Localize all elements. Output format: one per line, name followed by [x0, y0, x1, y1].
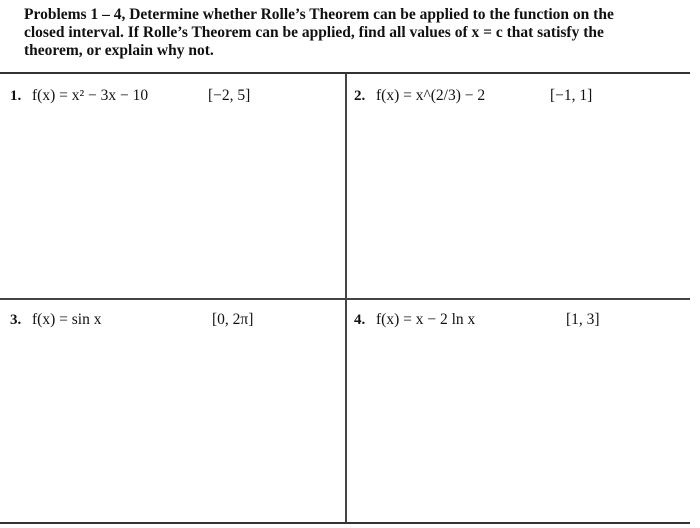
- instructions-line-3: theorem, or explain why not.: [24, 42, 214, 59]
- problem-number: 2.: [354, 88, 366, 104]
- problem-interval: [0, 2π]: [212, 311, 254, 328]
- problem-function: f(x) = sin x: [32, 311, 102, 328]
- problem-number: 4.: [354, 312, 366, 328]
- problem-number: 1.: [10, 88, 22, 104]
- instructions-line-1: Problems 1 – 4, Determine whether Rolle’s Theorem can be applied to the function on the: [24, 6, 614, 23]
- problem-grid: [0, 72, 690, 524]
- problem-function: f(x) = x² − 3x − 10: [32, 87, 149, 104]
- problem-interval: [1, 3]: [566, 311, 600, 328]
- problem-function: f(x) = x^(2/3) − 2: [376, 87, 486, 104]
- horizontal-divider: [0, 298, 690, 300]
- instructions-line-2: closed interval. If Rolle’s Theorem can be applied, find all values of x = c that satisfy the: [24, 24, 604, 41]
- problem-function: f(x) = x − 2 ln x: [376, 311, 476, 328]
- problem-interval: [−1, 1]: [550, 87, 593, 104]
- instructions: [24, 6, 674, 60]
- problem-interval: [−2, 5]: [208, 87, 251, 104]
- problem-number: 3.: [10, 312, 22, 328]
